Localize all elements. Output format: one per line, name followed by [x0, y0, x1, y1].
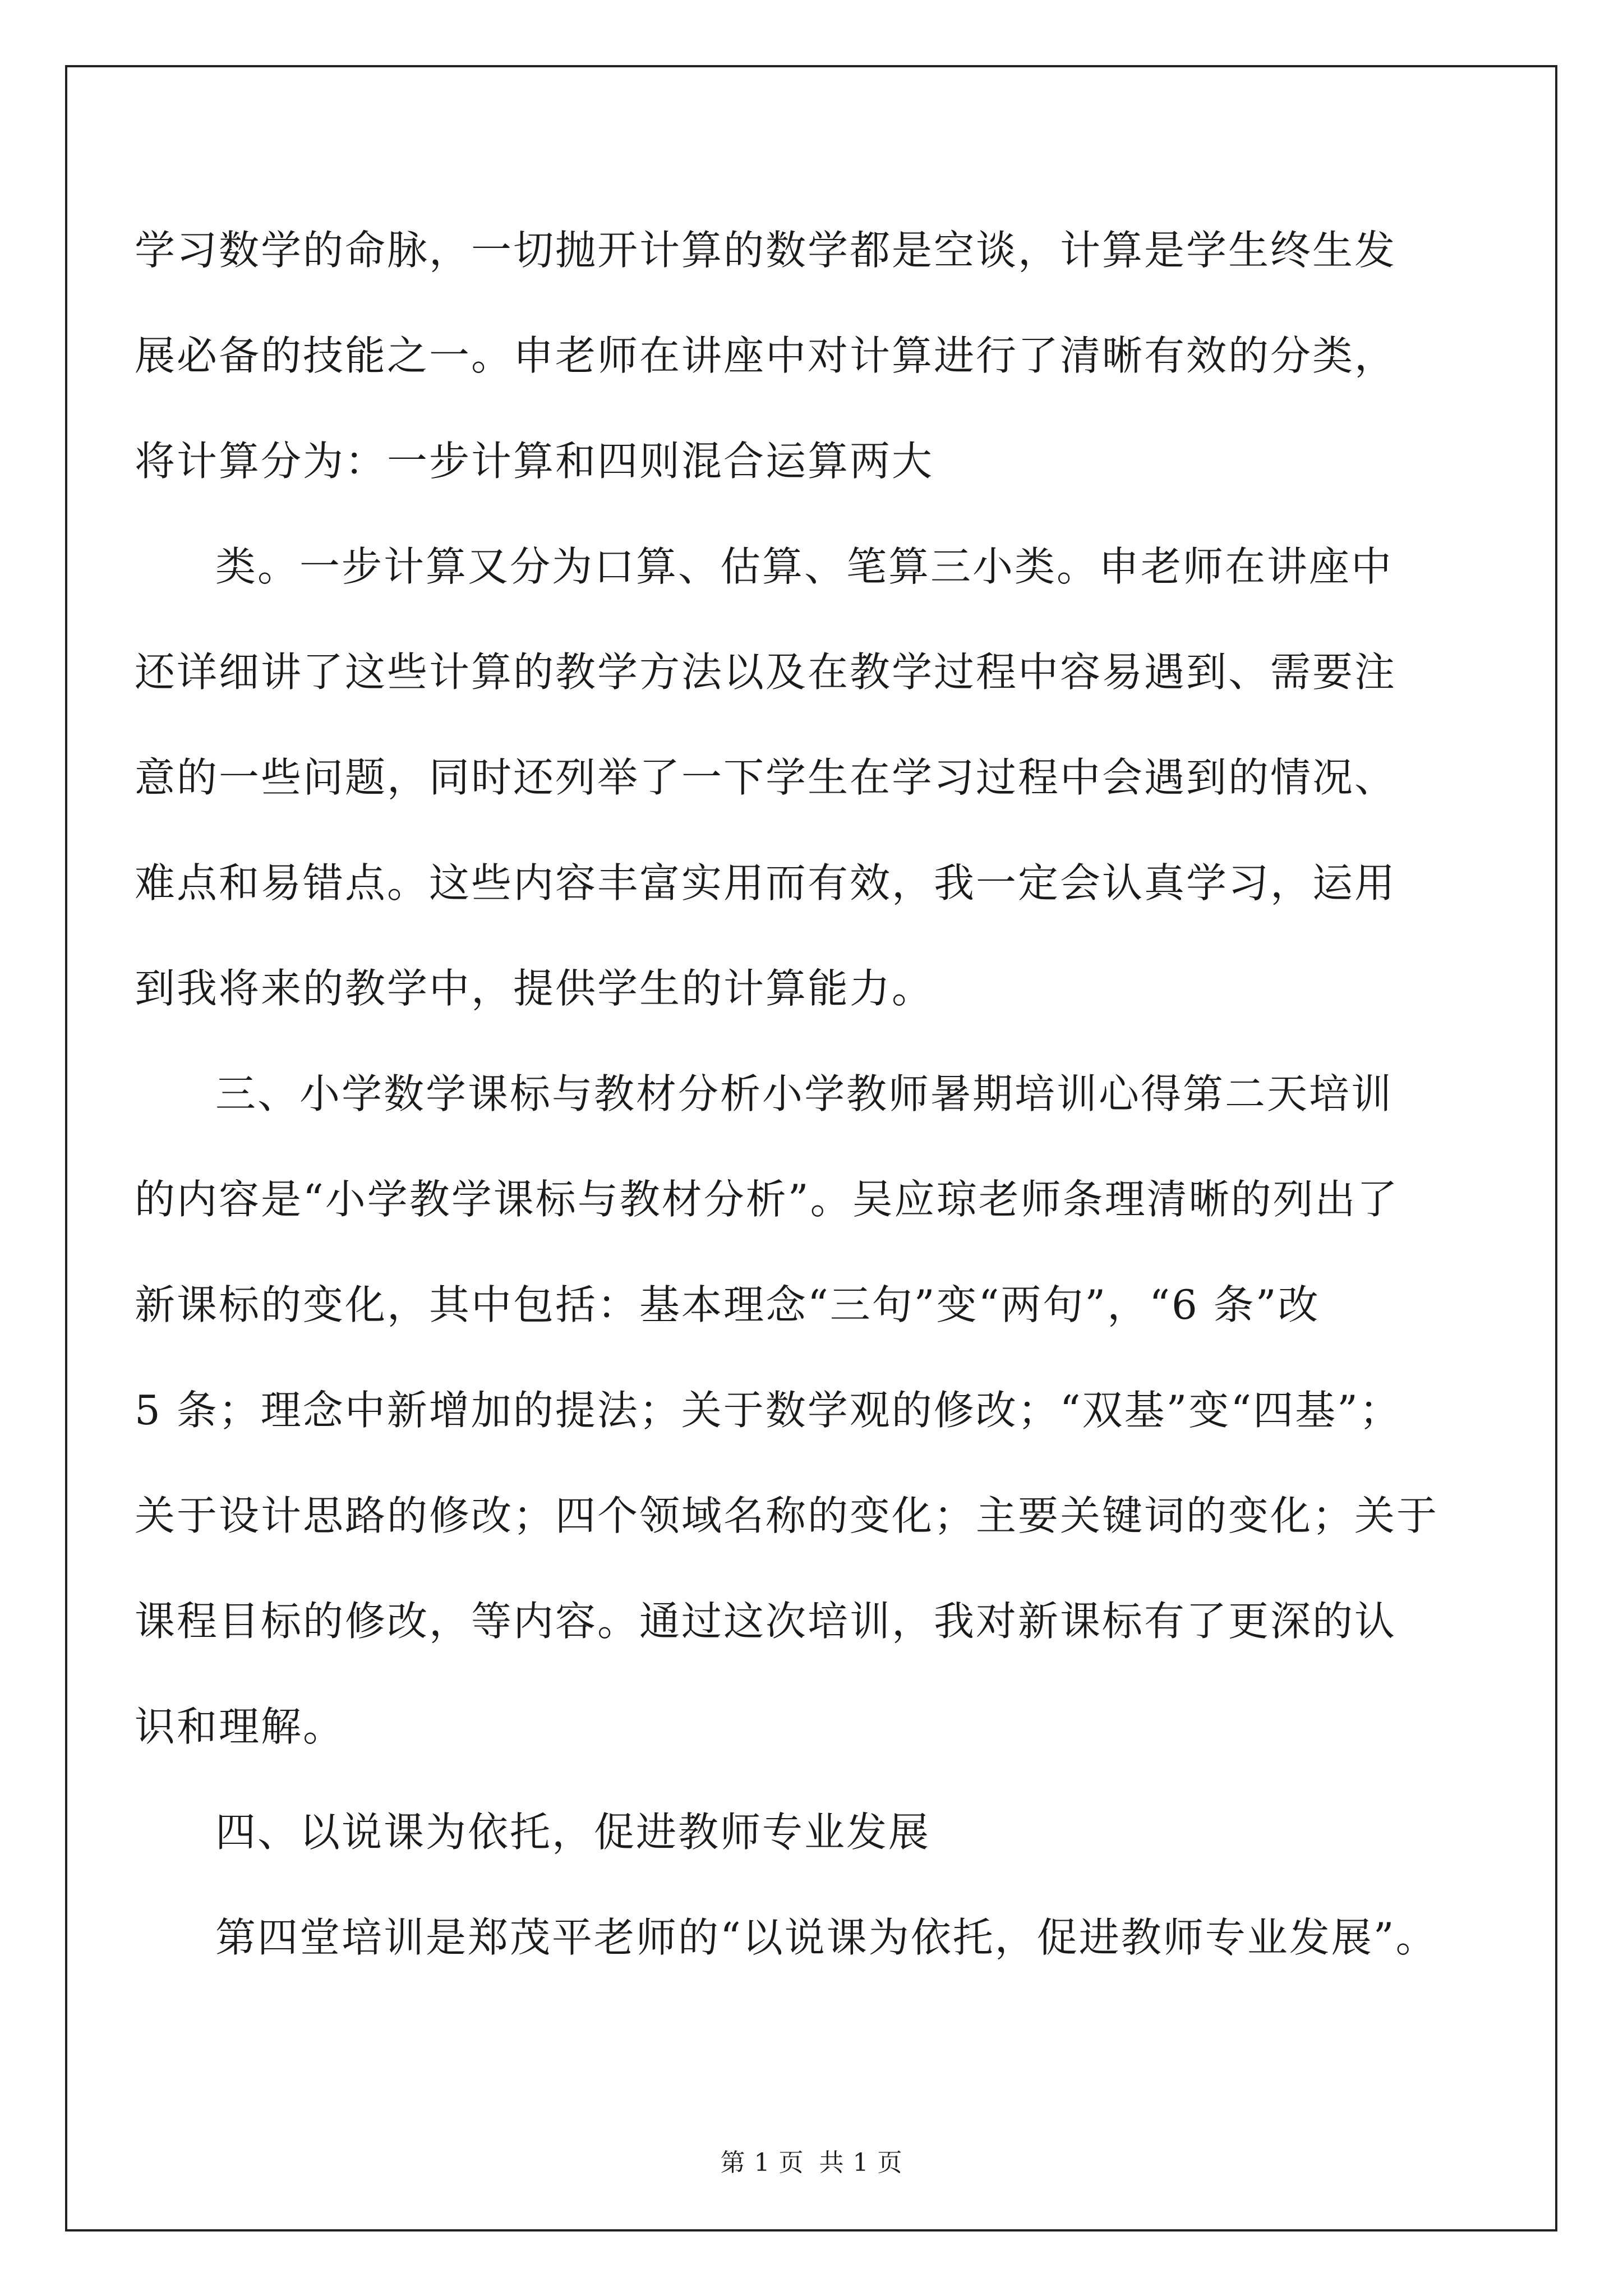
- text-line-1: 学习数学的命脉，一切抛开计算的数学都是空谈，计算是学生终生发: [135, 227, 1397, 274]
- page-footer: [0, 2147, 1623, 2179]
- section-3-heading-line: 三、小学数学课标与教材分析小学教师暑期培训心得第二天培训: [215, 1070, 1394, 1117]
- text-line-3: 将计算分为：一步计算和四则混合运算两大: [135, 438, 934, 485]
- text-line-8: 到我将来的教学中，提供学生的计算能力。: [135, 965, 934, 1012]
- text-line-17: 第四堂培训是郑茂平老师的“以说课为依托，促进教师专业发展”。: [215, 1914, 1438, 1961]
- text-line-2: 展必备的技能之一。申老师在讲座中对计算进行了清晰有效的分类，: [135, 332, 1397, 379]
- text-line-13: 关于设计思路的修改；四个领域名称的变化；主要关键词的变化；关于: [135, 1492, 1439, 1539]
- text-line-14: 课程目标的修改，等内容。通过这次培训，我对新课标有了更深的认: [135, 1598, 1397, 1645]
- text-line-11: 新课标的变化，其中包括：基本理念“三句”变“两句”，“6 条”改: [135, 1281, 1320, 1328]
- page-number: 第 1 页: [720, 2148, 804, 2177]
- text-line-15: 识和理解。: [135, 1703, 345, 1750]
- text-line-7: 难点和易错点。这些内容丰富实用而有效，我一定会认真学习，运用: [135, 859, 1397, 907]
- page-total: 共 1 页: [819, 2148, 903, 2177]
- text-line-10: 的内容是“小学教学课标与教材分析”。吴应琼老师条理清晰的列出了: [135, 1176, 1399, 1223]
- text-line-12: 5 条；理念中新增加的提法；关于数学观的修改；“双基”变“四基”；: [135, 1387, 1401, 1434]
- section-4-heading: 四、以说课为依托，促进教师专业发展: [215, 1809, 931, 1856]
- text-line-6: 意的一些问题，同时还列举了一下学生在学习过程中会遇到的情况、: [135, 754, 1397, 801]
- text-line-5: 还详细讲了这些计算的教学方法以及在教学过程中容易遇到、需要注: [135, 648, 1397, 696]
- text-line-4: 类。一步计算又分为口算、估算、笔算三小类。申老师在讲座中: [215, 543, 1394, 590]
